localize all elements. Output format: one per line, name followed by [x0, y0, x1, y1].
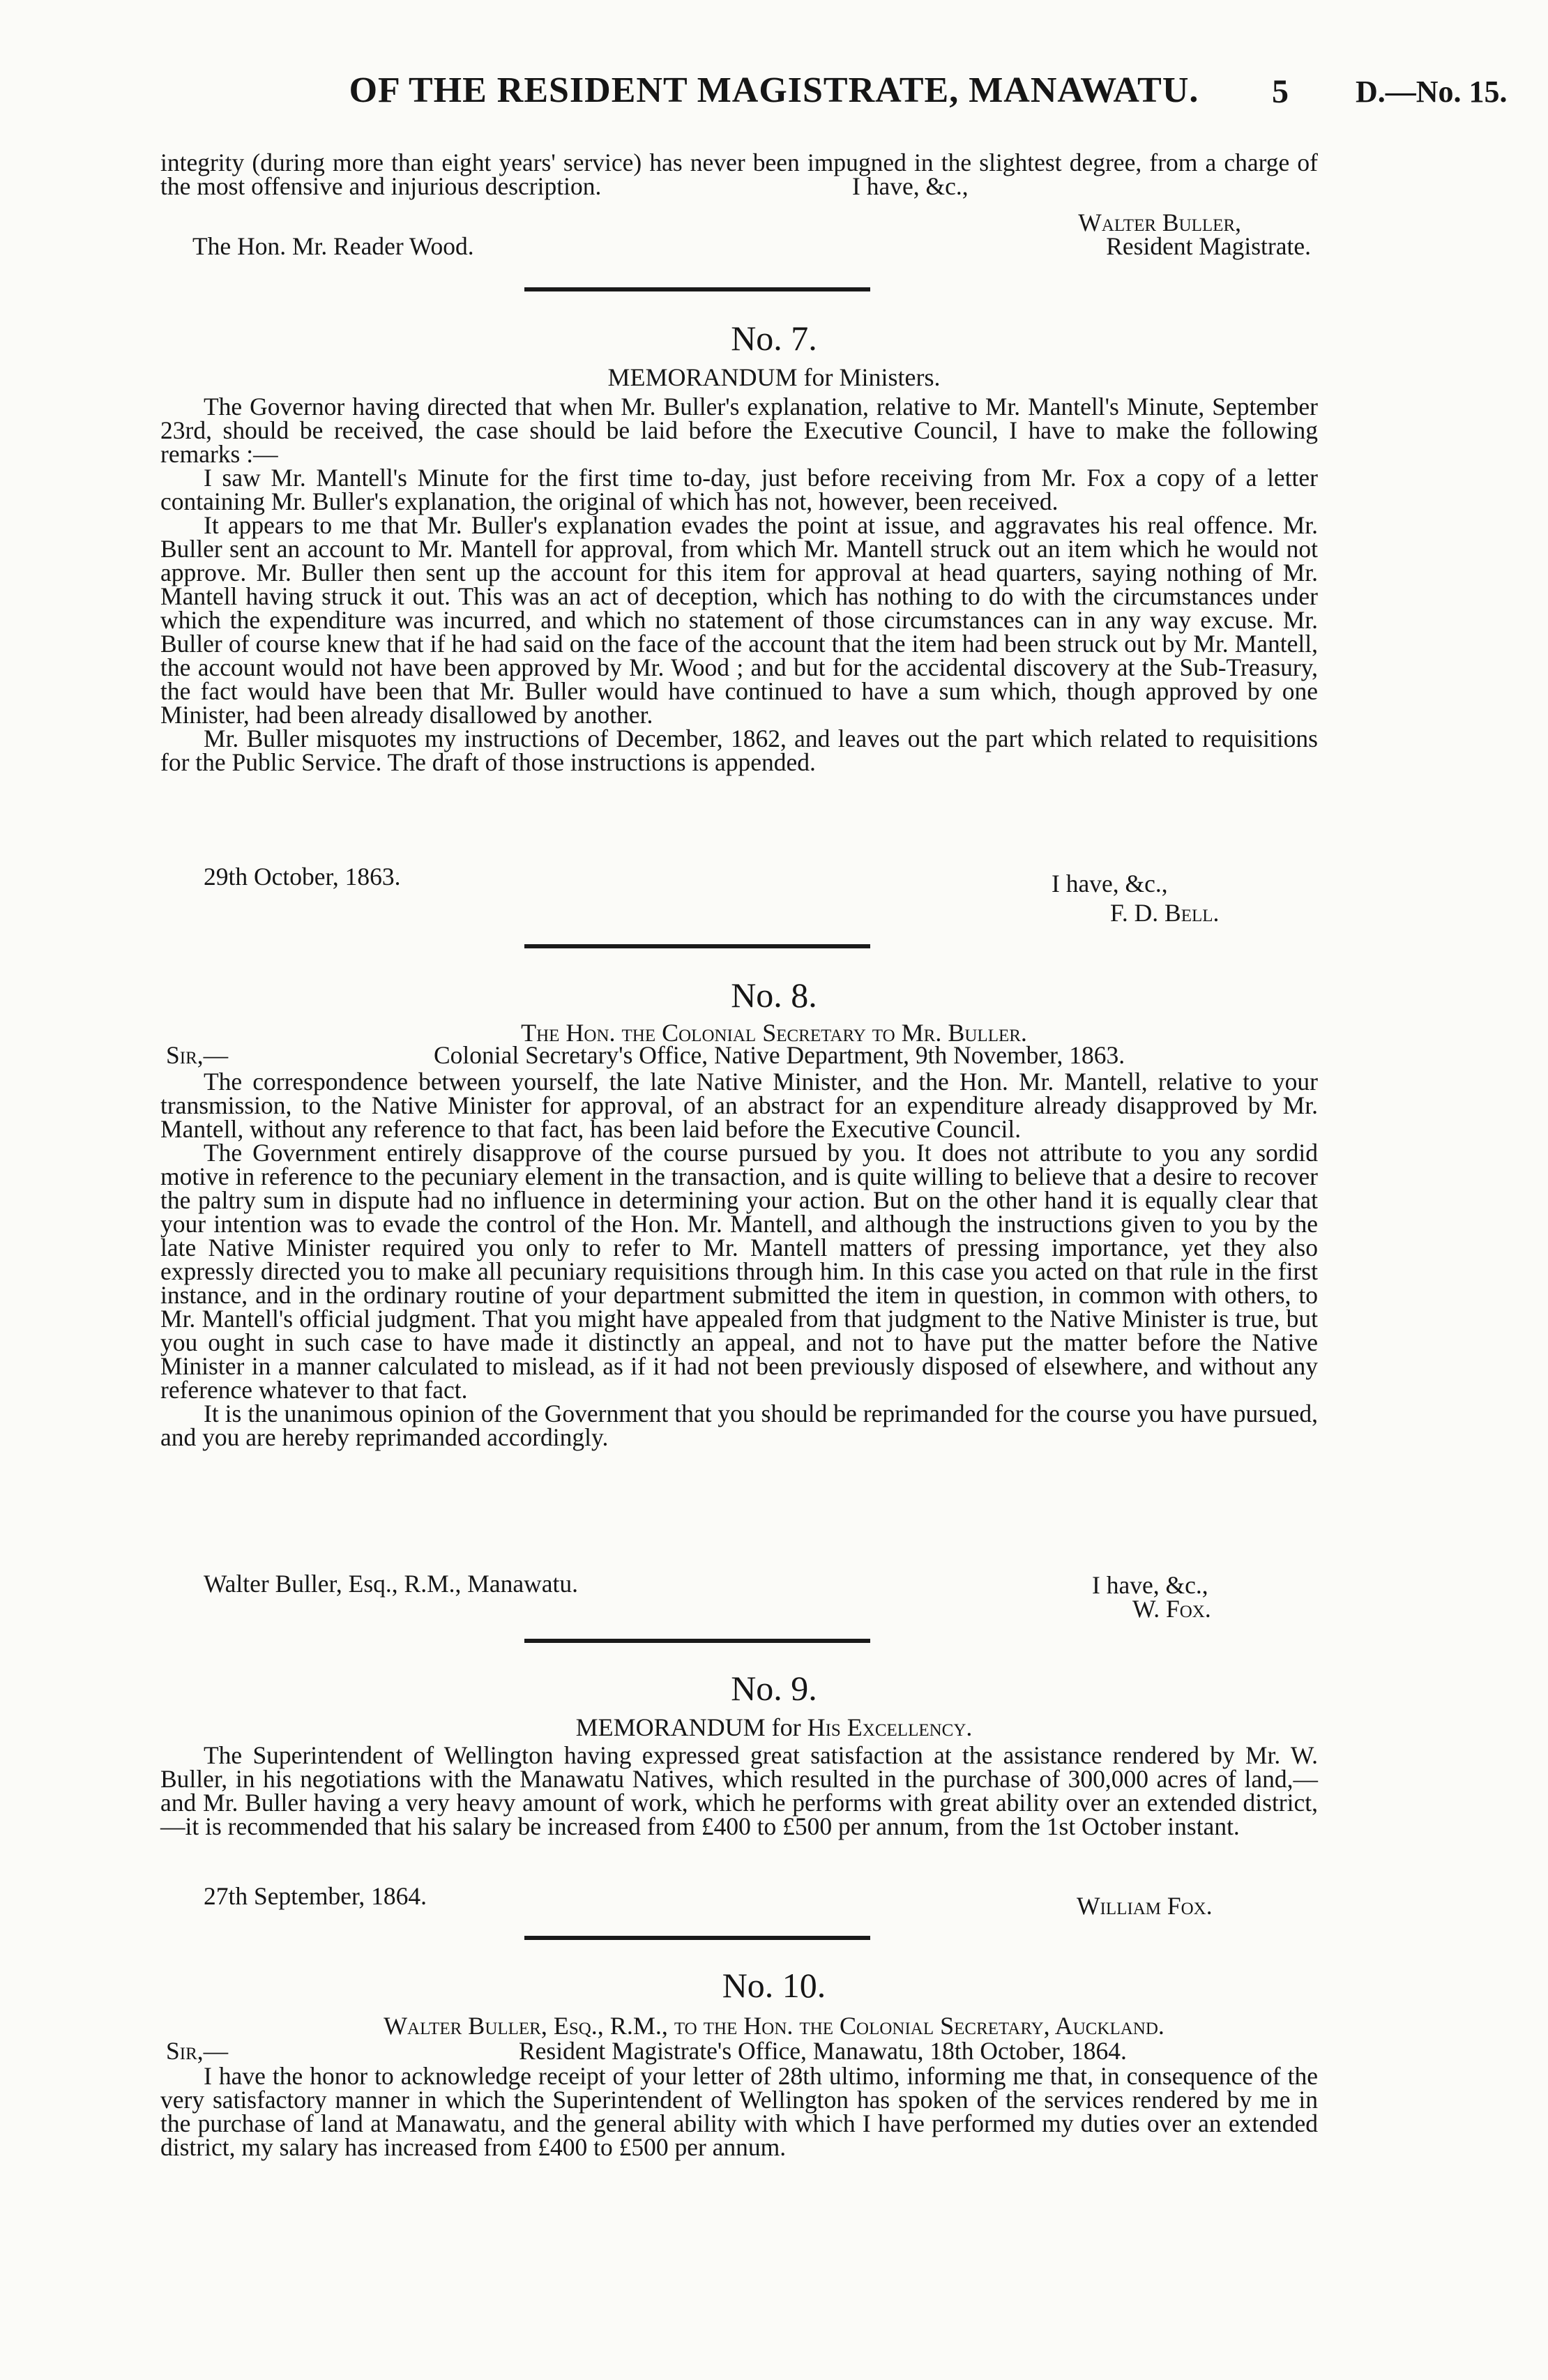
page-number: 5	[1272, 73, 1289, 110]
section-7-subtitle: MEMORANDUM for Ministers.	[607, 363, 941, 391]
section-10-subtitle: Walter Buller, Esq., R.M., to the Hon. the Colonial Secretary, Auckland.	[384, 2012, 1164, 2040]
section-10-heading: No. 10.	[722, 1966, 826, 2005]
paragraph: I saw Mr. Mantell's Minute for the first time to-day, just before receiving from Mr. Fox a copy of a letter containing Mr. Buller's explanation, the original of which has not, however, been received.	[160, 464, 1318, 515]
paragraph: The Governor having directed that when Mr. Buller's explanation, relative to Mr. Mantell's Minute, September 23rd, should be received, the case should be laid before the Executive Council, I have to make the following remarks :—	[160, 393, 1318, 468]
paragraph: The Government entirely disapprove of the course pursued by you. It does not attribute to you any sordid motive in reference to the pecuniary element in the transaction, and is quite willing to believe that a desire to recover the paltry sum in dispute had no influence in determining your action. But on the other hand it is equally clear that your intention was to evade the control of the Hon. Mr. Mantell, and although the instructions given to you by the late Native Minister required you only to refer to Mr. Mantell matters of pressing importance, yet they also expressly directed you to make all pecuniary requisitions through him. In this case you acted on that rule in the first instance, and in the ordinary routine of your department submitted the item in question, in common with others, to Mr. Mantell's official judgment. That you might have appealed from that judgment to the Native Minister is true, but you ought in such case to have made it distinctly an appeal, and not to have put the matter before the Native Minister in a manner calculated to mislead, as if it had not been previously disposed of elsewhere, and without any reference whatever to that fact.	[160, 1139, 1318, 1404]
continuation-signer: Walter Buller,	[1078, 209, 1241, 236]
continuation-closing: I have, &c.,	[852, 172, 969, 200]
paragraph: Mr. Buller misquotes my instructions of December, 1862, and leaves out the part which related to requisitions for the Public Service. The draft of those instructions is appended.	[160, 725, 1318, 776]
section-divider	[524, 1639, 870, 1643]
paragraph: The correspondence between yourself, the late Native Minister, and the Hon. Mr. Mantell, relative to your transmission, to the Native Minister for approval, of an abstract for an expenditure already disapproved by Mr. Mantell, without any reference to that fact, has been laid before the Executive Council.	[160, 1068, 1318, 1143]
section-8-subtitle: The Hon. the Colonial Secretary to Mr. Buller.	[521, 1019, 1027, 1047]
section-divider	[524, 944, 870, 948]
section-10-address-line: Resident Magistrate's Office, Manawatu, 18th October, 1864.	[519, 2037, 1127, 2065]
continuation-signer-title: Resident Magistrate.	[1106, 232, 1311, 260]
section-10-body	[160, 2064, 1318, 2159]
section-9-heading: No. 9.	[731, 1669, 817, 1708]
paragraph: integrity (during more than eight years' service) has never been impugned in the slightest degree, from a charge of the most offensive and injurious description.	[160, 149, 1318, 200]
section-9-date: 27th September, 1864.	[204, 1882, 427, 1910]
paragraph: I have the honor to acknowledge receipt of your letter of 28th ultimo, informing me that, in consequence of the very satisfactory manner in which the Superintendent of Wellington has spoken of the services rendered by me in the purchase of land at Manawatu, and the general ability with which I have performed my duties over an extended district, my salary has increased from £400 to £500 per annum.	[160, 2062, 1318, 2161]
section-7-signer: F. D. Bell.	[1110, 899, 1220, 927]
section-8-closing: I have, &c.,	[1092, 1571, 1208, 1599]
section-7-closing: I have, &c.,	[1052, 870, 1168, 897]
section-divider	[524, 287, 870, 291]
section-divider	[524, 1936, 870, 1940]
section-8-body	[160, 1070, 1318, 1449]
paragraph: It appears to me that Mr. Buller's explanation evades the point at issue, and aggravates his real offence. Mr. Buller sent an account to Mr. Mantell for approval, from which Mr. Mantell struck out an item which he would not approve. Mr. Buller then sent up the account for this item for approval at head quarters, saying nothing of Mr. Mantell having struck it out. This was an act of deception, which has nothing to do with the circumstances under which the expenditure was incurred, and which no statement of those circumstances can in any way excuse. Mr. Buller of course knew that if he had said on the face of the account that the item had been struck out by Mr. Mantell, the account would not have been approved by Mr. Wood ; and but for the accidental discovery at the Sub-Treasury, the fact would have been that Mr. Buller would have continued to have a sum which, though approved by one Minister, had been already disallowed by another.	[160, 511, 1318, 729]
section-7-date: 29th October, 1863.	[204, 863, 401, 890]
continuation-text	[160, 151, 1318, 198]
document-reference: D.—No. 15.	[1356, 75, 1508, 109]
section-8-signer: W. Fox.	[1132, 1595, 1211, 1623]
paragraph: The Superintendent of Wellington having expressed great satisfaction at the assistance rendered by Mr. W. Buller, in his negotiations with the Manawatu Natives, which resulted in the purchase of 300,000 acres of land,—and Mr. Buller having a very heavy amount of work, which he performs with great ability over an extended district,—it is recommended that his salary be increased from £400 to £500 per annum, from the 1st October instant.	[160, 1741, 1318, 1840]
section-10-salutation: Sir,—	[166, 2037, 229, 2065]
section-8-address-line: Colonial Secretary's Office, Native Department, 9th November, 1863.	[434, 1041, 1125, 1069]
section-8-heading: No. 8.	[731, 976, 817, 1015]
section-9-body	[160, 1743, 1318, 1838]
section-7-heading: No. 7.	[731, 319, 817, 358]
section-8-salutation: Sir,—	[166, 1041, 229, 1069]
paragraph: It is the unanimous opinion of the Government that you should be reprimanded for the course you have pursued, and you are hereby reprimanded accordingly.	[160, 1400, 1318, 1451]
section-7-body	[160, 395, 1318, 774]
section-8-addressee: Walter Buller, Esq., R.M., Manawatu.	[204, 1570, 578, 1598]
continuation-addressee: The Hon. Mr. Reader Wood.	[192, 232, 474, 260]
section-9-subtitle: MEMORANDUM for His Excellency.	[575, 1713, 973, 1741]
page-header-title: OF THE RESIDENT MAGISTRATE, MANAWATU.	[349, 70, 1199, 110]
section-9-signer: William Fox.	[1077, 1892, 1213, 1920]
